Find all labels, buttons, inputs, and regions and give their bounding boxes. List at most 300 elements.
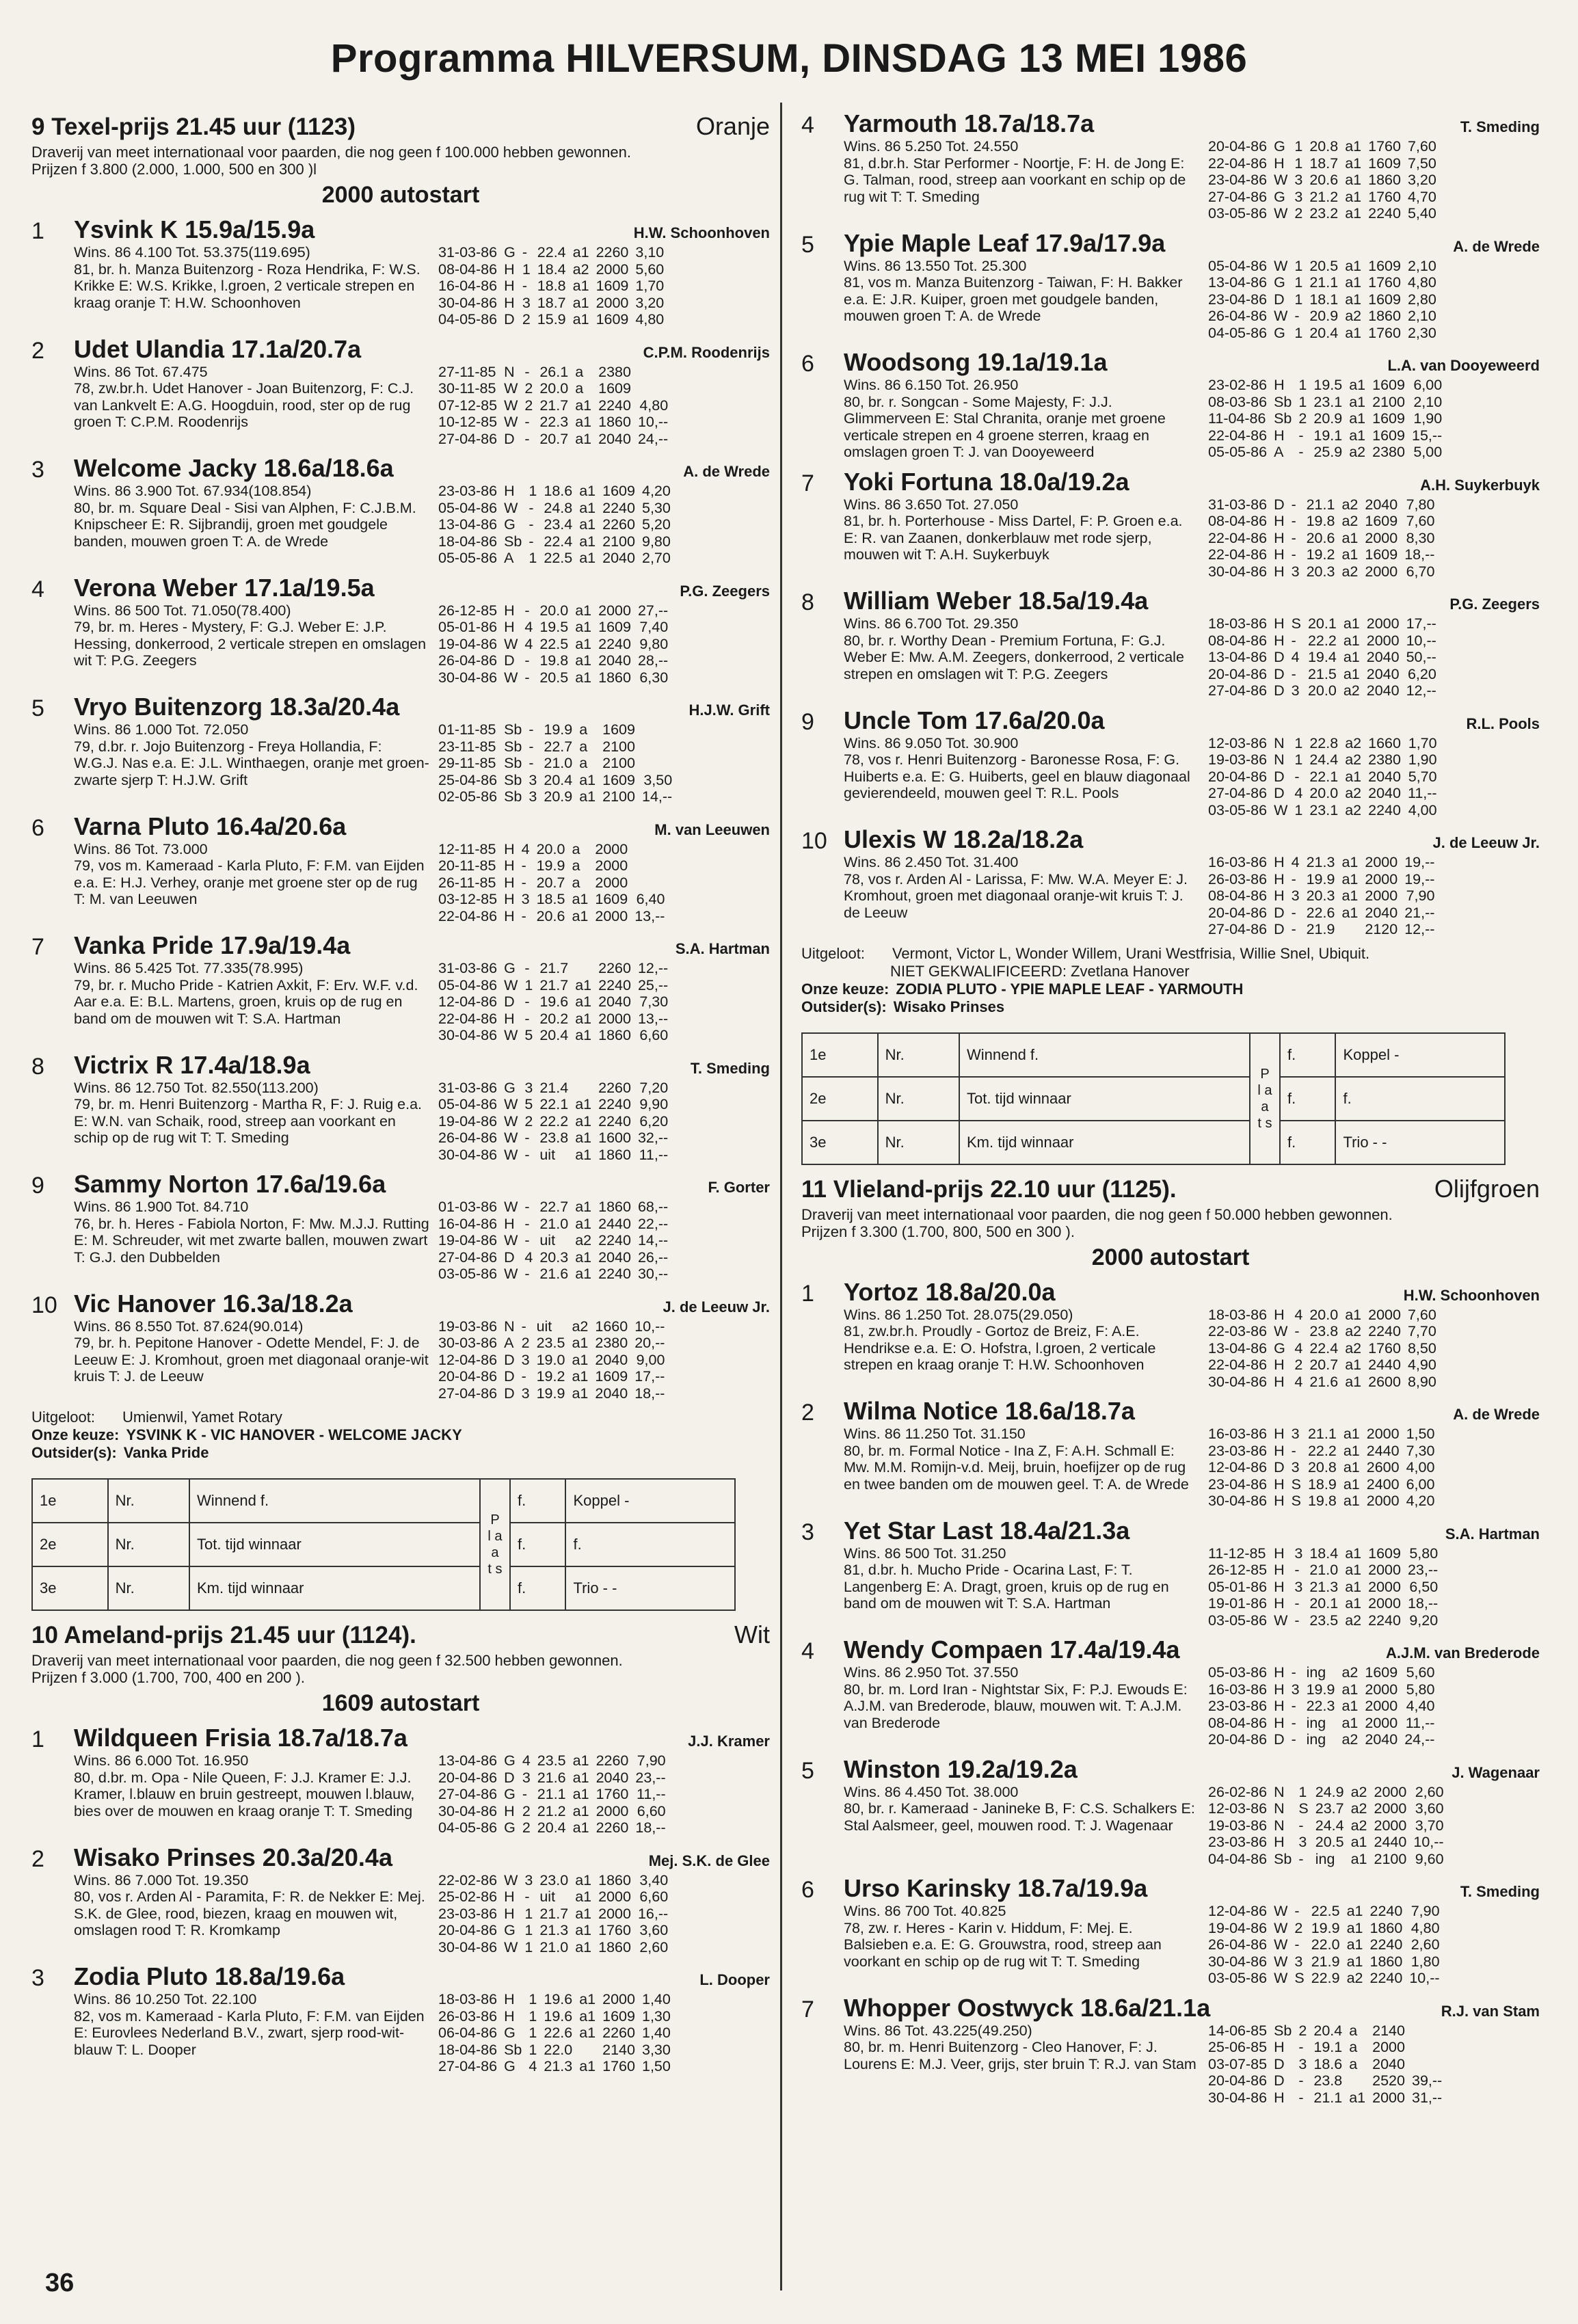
performance-cell: 1 [524,1938,533,1955]
performance-cell: 30-04-86 [1208,1373,1268,1390]
performance-cell: Sb [1274,1850,1292,1867]
performance-cell: 22-03-86 [1208,1323,1268,1339]
horse-name: Verona Weber 17.1a/19.5a [74,573,375,602]
race-color: Olijfgroen [1434,1174,1540,1203]
performance-cell: 1,30 [641,2007,671,2025]
performance-row [435,1939,671,1956]
performance-cell: 08-04-86 [1208,632,1268,649]
performance-table [1205,1903,1443,1987]
performance-cell: 7,90 [637,1752,666,1769]
performance-row [1205,1612,1441,1629]
horse-body [74,1051,770,1164]
performance-row [1205,1784,1447,1801]
performance-cell: 3,30 [641,2041,671,2058]
performance-cell: 21.3 [544,2058,573,2074]
performance-cell: G [504,516,516,533]
performance-cell: G [504,960,516,976]
performance-cell: 17,-- [1406,615,1436,632]
performance-cell: 2000 [1366,632,1400,649]
performance-row [435,278,667,295]
performance-cell: 2000 [598,1010,631,1027]
performance-cell: a2 [1345,785,1362,801]
performance-cell: - [524,993,530,1010]
performance-cell: 9,60 [1415,1850,1444,1867]
performance-cell: a1 [1341,1698,1359,1714]
performance-cell: 06-04-86 [438,2025,498,2041]
performance-cell: a1 [579,2025,596,2041]
performance-cell: a2 [1341,563,1359,580]
performance-cell: a1 [579,2007,596,2025]
performance-cell: 5,60 [1406,1664,1435,1681]
page-number: 36 [45,2269,75,2297]
performance-row [435,414,671,431]
race-notes [31,1408,770,1462]
performance-cell: 20-04-86 [1208,138,1268,155]
performance-cell: 12-04-86 [438,1351,498,1368]
performance-cell: 6,50 [1409,1578,1439,1595]
performance-cell: 4 [524,619,533,635]
performance-cell: 2 [1298,2022,1307,2039]
performance-cell: a [579,755,588,771]
horse-details [74,364,770,448]
performance-cell: 2000 [1368,1578,1401,1595]
performance-cell: a2 [572,1318,589,1335]
result-nr: Nr. [878,1121,959,1164]
performance-cell: 2000 [1365,529,1398,546]
horse-details [74,960,770,1044]
performance-cell: a1 [575,652,592,669]
performance-cell: H [504,261,515,278]
horse-header [844,1397,1540,1426]
performance-cell: - [521,907,526,924]
performance-cell: a1 [575,976,592,993]
horse-entry [801,1874,1540,1987]
performance-cell: 08-03-86 [1208,393,1268,410]
performance-cell: 2 [1294,1919,1303,1936]
performance-cell: 20.7 [1309,1357,1339,1373]
performance-cell: 29-11-85 [438,755,496,771]
performance-cell: 20.1 [1307,615,1337,632]
horse-number: 4 [801,112,814,138]
performance-row [435,1786,669,1803]
performance-cell: 19.8 [1306,513,1335,529]
performance-row [435,1113,671,1130]
performance-cell: 18.7 [537,294,566,311]
horse-details [74,1752,770,1837]
performance-cell: 19.8 [1307,1493,1337,1509]
performance-row [435,1027,671,1044]
performance-cell: 21.1 [1306,496,1335,513]
horse-trainer: C.P.M. Roodenrijs [643,343,770,361]
performance-cell: a1 [1345,324,1362,341]
performance-cell: G [504,1752,516,1769]
performance-cell: 21.1 [1307,1426,1337,1442]
performance-cell: - [524,669,530,686]
performance-cell: 2000 [1365,887,1398,904]
performance-cell: 19.9 [1306,870,1335,887]
performance-cell: 21.4 [539,1079,569,1096]
horse-number: 6 [801,1877,814,1903]
performance-cell: N [1274,1817,1285,1834]
horse-entry [801,348,1540,461]
performance-cell: a1 [572,1368,589,1385]
performance-cell: 20.0 [536,840,565,857]
performance-cell: 1860 [598,414,631,430]
performance-cell: 2240 [598,635,631,652]
performance-cell: W [504,1146,518,1163]
performance-cell: a1 [1343,1442,1360,1459]
performance-cell: 26-04-86 [1208,1936,1268,1953]
horse-header [74,931,770,960]
horse-body [844,587,1540,699]
performance-row [1205,394,1445,411]
performance-cell: a1 [1341,904,1359,921]
performance-cell: 3 [1298,2055,1307,2072]
performance-cell: 2 [1294,1357,1303,1373]
performance-cell: 1860 [1369,1953,1403,1970]
horse-name: Yortoz 18.8a/20.0a [844,1277,1056,1306]
performance-row [1205,189,1440,206]
performance-cell: 1609 [1372,377,1405,393]
performance-cell: a1 [1346,1919,1363,1936]
performance-cell: 2040 [1368,785,1401,801]
performance-cell: 6,70 [1406,563,1435,580]
horse-header [74,1051,770,1080]
performance-cell: - [1294,1323,1300,1339]
performance-row [435,669,671,686]
performance-cell: 30-04-86 [438,1027,498,1043]
performance-cell: 27-04-86 [438,430,498,447]
performance-cell: - [521,857,526,874]
performance-row [435,1385,668,1402]
performance-cell: 2240 [1368,801,1401,818]
performance-cell: a1 [575,430,592,447]
performance-cell: G [504,1819,516,1836]
performance-cell: 14-06-85 [1208,2022,1268,2039]
performance-row [1205,735,1441,752]
performance-cell: - [524,1199,530,1215]
performance-cell: 2040 [602,550,635,566]
performance-cell: 1609 [596,278,629,294]
performance-cell: 23.7 [1315,1800,1344,1817]
performance-cell: 21.7 [539,1905,569,1922]
performance-cell: W [1274,1919,1288,1936]
performance-cell: 22-04-86 [1208,155,1268,172]
performance-cell: 26,-- [637,1248,669,1266]
horse-trainer: S.A. Hartman [675,940,770,957]
horse-entry [31,693,770,805]
performance-cell: 2040 [1366,649,1400,665]
performance-table [1205,258,1440,342]
performance-cell: 4 [522,1752,531,1769]
performance-cell: 2240 [1369,1970,1403,1986]
performance-cell: 2440 [1374,1834,1407,1850]
performance-cell: a1 [1343,649,1360,665]
performance-cell: 19.6 [544,2007,573,2025]
performance-cell: 3,50 [643,771,673,788]
performance-cell: H [1274,1578,1285,1595]
horse-body [844,1874,1540,1987]
performance-cell: A [504,1335,514,1351]
performance-row [1205,410,1445,427]
performance-cell: a1 [1345,172,1362,188]
performance-cell: 2380 [598,363,631,380]
performance-cell: 10,-- [1409,1970,1440,1986]
horse-details [844,1426,1540,1510]
performance-cell: 2400 [1366,1475,1400,1493]
result-extra: Trio - - [1335,1121,1505,1164]
horse-entry [31,1724,770,1837]
performance-cell: 20.3 [1306,887,1335,904]
performance-row [1205,1443,1438,1460]
horse-number: 7 [801,470,814,496]
performance-cell: 30-04-86 [1208,1953,1268,1970]
performance-row [435,1147,671,1164]
performance-cell: uit [536,1318,552,1335]
performance-cell [639,721,676,738]
performance-cell: N [1274,1783,1285,1800]
performance-cell: a1 [1343,615,1360,632]
performance-cell: 1760 [1368,138,1401,155]
performance-cell: 23-02-86 [1208,377,1268,393]
horse-description: Wins. 86 2.450 Tot. 31.400 78, vos r. Arden Al - Larissa, F: Mw. W.A. Meyer E: J. Kromhout, groen met diagonaal oranje-wit kruis T: J. de Leeuw [844,854,1188,921]
horse-header [844,348,1540,377]
performance-cell: 2440 [1366,1442,1400,1459]
performance-cell: 1860 [1368,172,1401,188]
performance-cell: a2 [1345,1612,1362,1629]
performance-cell: 1 [529,1991,537,2007]
performance-cell: 32,-- [637,1130,669,1146]
performance-cell: 20.0 [1309,1306,1339,1323]
horse-header [74,335,770,364]
horse-name: Vanka Pride 17.9a/19.4a [74,931,351,959]
performance-row [435,908,668,925]
performance-cell: 23,-- [1407,1562,1439,1578]
performance-row [435,1906,671,1923]
horse-header [74,215,770,244]
result-place: 1e [802,1033,878,1077]
performance-cell: 2000 [1374,1783,1407,1800]
performance-cell: 20.8 [1307,1459,1337,1475]
performance-cell: 20.5 [539,669,569,686]
performance-cell: 12-11-85 [438,840,496,857]
performance-cell: a1 [572,278,589,294]
performance-cell: 2240 [602,499,635,516]
performance-cell: a1 [575,1130,592,1146]
performance-cell: 7,70 [1407,1323,1436,1339]
performance-cell: 24.4 [1315,1817,1344,1834]
performance-row [1205,1426,1438,1443]
performance-cell: D [1274,496,1285,513]
performance-cell: D [1274,1459,1285,1475]
horse-header [74,1843,770,1872]
performance-cell: a1 [1349,410,1366,427]
horse-description: Wins. 86 Tot. 43.225(49.250) 80, br. m. Henri Buitenzorg - Cleo Hanover, F: J. Lourens E: M.J. Veer, grijs, ster bruin T: R.J. van Stam [844,2022,1196,2072]
horse-entry [801,1635,1540,1748]
horse-description: Wins. 86 Tot. 73.000 79, vos m. Kameraad - Karla Pluto, F: F.M. van Eijden e.a. E: H.J. Verhey, oranje met groene ster op de rug T: M. van Leeuwen [74,840,425,907]
performance-cell: Sb [504,721,522,738]
horse-description: Wins. 86 6.150 Tot. 26.950 80, br. r. Songcan - Some Majesty, F: J.J. Glimmerveen E: Stal Chranita, oranje met groene verticale strepen en 4 groene sterren, kraag en omslagen groen T: J. van Dooyeweerd [844,377,1166,460]
horse-entry [801,825,1540,938]
performance-cell: H [1274,870,1285,887]
performance-cell: 1760 [598,1922,631,1938]
performance-cell: 1,70 [635,278,665,294]
performance-cell: W [504,414,518,430]
horse-name: Urso Karinsky 18.7a/19.9a [844,1874,1148,1902]
horse-name: Victrix R 17.4a/18.9a [74,1050,310,1079]
performance-cell: 2440 [598,1215,631,1232]
horse-number: 4 [801,1638,814,1664]
performance-cell: 05-04-86 [438,976,498,993]
performance-row [1205,1476,1438,1493]
performance-cell: Sb [504,755,522,771]
performance-cell: 23.8 [539,1130,569,1146]
performance-cell: a1 [572,1786,589,1802]
horse-body [74,1843,770,1956]
performance-row [1205,274,1440,291]
horse-trainer: Mej. S.K. de Glee [648,1852,770,1869]
horse-details [844,1545,1540,1629]
performance-cell: 17,-- [634,1368,665,1385]
performance-cell: 3 [1291,887,1300,904]
performance-cell: D [504,1769,515,1786]
performance-table [435,483,674,567]
performance-cell: 21.9 [1306,921,1335,937]
performance-cell: 2040 [595,1351,628,1368]
performance-cell: 19.5 [1313,377,1343,393]
performance-row [435,857,668,874]
performance-cell: 1,90 [1413,410,1443,427]
performance-cell: H [504,907,515,924]
horse-body [74,215,770,328]
horse-trainer: T. Smeding [1460,118,1540,135]
performance-cell: 13-04-86 [438,1752,498,1769]
performance-cell: ing [1315,1850,1335,1867]
performance-cell: 15.9 [537,311,566,328]
performance-table [435,1080,671,1164]
horse-trainer: M. van Leeuwen [654,820,770,838]
performance-cell: 2 [524,1112,533,1130]
performance-row [435,1888,671,1906]
outsider-line [31,1444,770,1462]
performance-row [435,500,674,517]
horse-details [844,1903,1540,1987]
performance-cell: 20.2 [539,1010,569,1027]
performance-cell: 7,20 [639,1079,669,1096]
performance-row [1205,785,1441,802]
result-extra: Koppel - [565,1479,735,1523]
performance-row [1205,1340,1440,1357]
performance-cell: a1 [1345,291,1362,308]
performance-cell: 13-04-86 [1208,1339,1268,1357]
performance-cell: H [504,1888,515,1905]
performance-cell: a [572,840,580,857]
performance-cell: 27-04-86 [1208,785,1268,801]
horse-number: 9 [31,1173,44,1199]
performance-cell: 1 [529,483,537,499]
performance-cell: 2000 [1368,1595,1401,1612]
horse-number: 10 [801,828,827,854]
horse-details [74,841,770,925]
performance-cell: W [1274,205,1288,222]
performance-cell: G [504,1922,516,1938]
performance-cell: 1609 [1365,513,1398,529]
performance-cell: 30-11-85 [438,380,496,397]
performance-cell: G [504,2058,516,2074]
result-nr: Nr. [108,1523,189,1566]
performance-table [1205,2022,1445,2107]
performance-cell: 1 [524,1922,533,1938]
performance-cell: 20.6 [1306,529,1335,546]
performance-cell: 3 [1291,1681,1300,1698]
performance-cell: 5,20 [641,516,671,533]
performance-cell: 2000 [1372,2089,1405,2106]
performance-cell: 2000 [595,840,628,857]
performance-cell: 04-04-86 [1208,1850,1268,1867]
performance-cell: 2000 [598,1888,631,1905]
horse-details [74,602,770,686]
performance-cell: 13-04-86 [1208,649,1268,665]
performance-row [435,483,674,500]
horse-name: Varna Pluto 16.4a/20.6a [74,812,347,840]
performance-cell: 20-04-86 [1208,2072,1268,2089]
performance-cell: 1609 [1368,155,1401,172]
performance-cell: 02-05-86 [438,788,498,805]
performance-row [435,1080,671,1097]
performance-cell: H [1274,546,1285,563]
horse-header [74,574,770,602]
performance-cell: 05-04-86 [438,1096,498,1112]
performance-cell: a1 [1343,1426,1360,1442]
performance-cell: 21.1 [1313,2089,1343,2106]
performance-cell [1408,2039,1445,2056]
performance-cell: 20,-- [634,1335,665,1351]
performance-cell: D [1274,665,1285,682]
performance-cell: 2040 [1366,665,1400,682]
performance-row [435,721,676,738]
performance-row [1205,751,1441,769]
horse-body [844,109,1540,222]
performance-cell: 1609 [595,891,628,907]
niet-gekwalificeerd: NIET GEKWALIFICEERD: Zvetlana Hanover [890,962,1190,980]
performance-cell: 1609 [1372,427,1405,444]
performance-row [1205,1936,1443,1953]
performance-cell: 03-12-85 [438,891,498,907]
horse-description: Wins. 86 1.900 Tot. 84.710 76, br. h. Heres - Fabiola Norton, F: Mw. M.J.J. Rutting E: M. Schreuder, wit met zwarte ballen, mouwen zwart T: G.J. den Dubbelden [74,1199,429,1266]
race-conditions: Draverij van meet internationaal voor paarden, die nog geen f 50.000 hebben gewonnen. Prijzen f 3.300 (1.700, 800, 500 en 300 ). [801,1205,1393,1240]
performance-cell: 04-05-86 [438,1819,498,1836]
performance-cell: 1609 [598,619,631,635]
performance-cell: 2380 [595,1335,628,1351]
horse-header [844,1994,1540,2022]
performance-cell: 2040 [598,1248,631,1266]
performance-cell: H [1274,1442,1285,1459]
performance-cell: 22-02-86 [438,1871,498,1888]
performance-cell: W [1274,1903,1288,1919]
performance-cell: 20.4 [544,771,573,788]
performance-cell: a [572,874,580,891]
result-plaats: P l a a t s [480,1479,510,1610]
horse-details [74,244,770,328]
performance-cell: - [521,874,526,891]
performance-row [435,380,671,397]
performance-row [1205,2072,1445,2089]
performance-cell: 1 [529,2041,537,2058]
performance-cell: 1760 [1368,1339,1401,1357]
performance-cell: 4,90 [1407,1357,1436,1373]
performance-cell: a1 [1345,1562,1362,1578]
horse-body [844,1517,1540,1629]
